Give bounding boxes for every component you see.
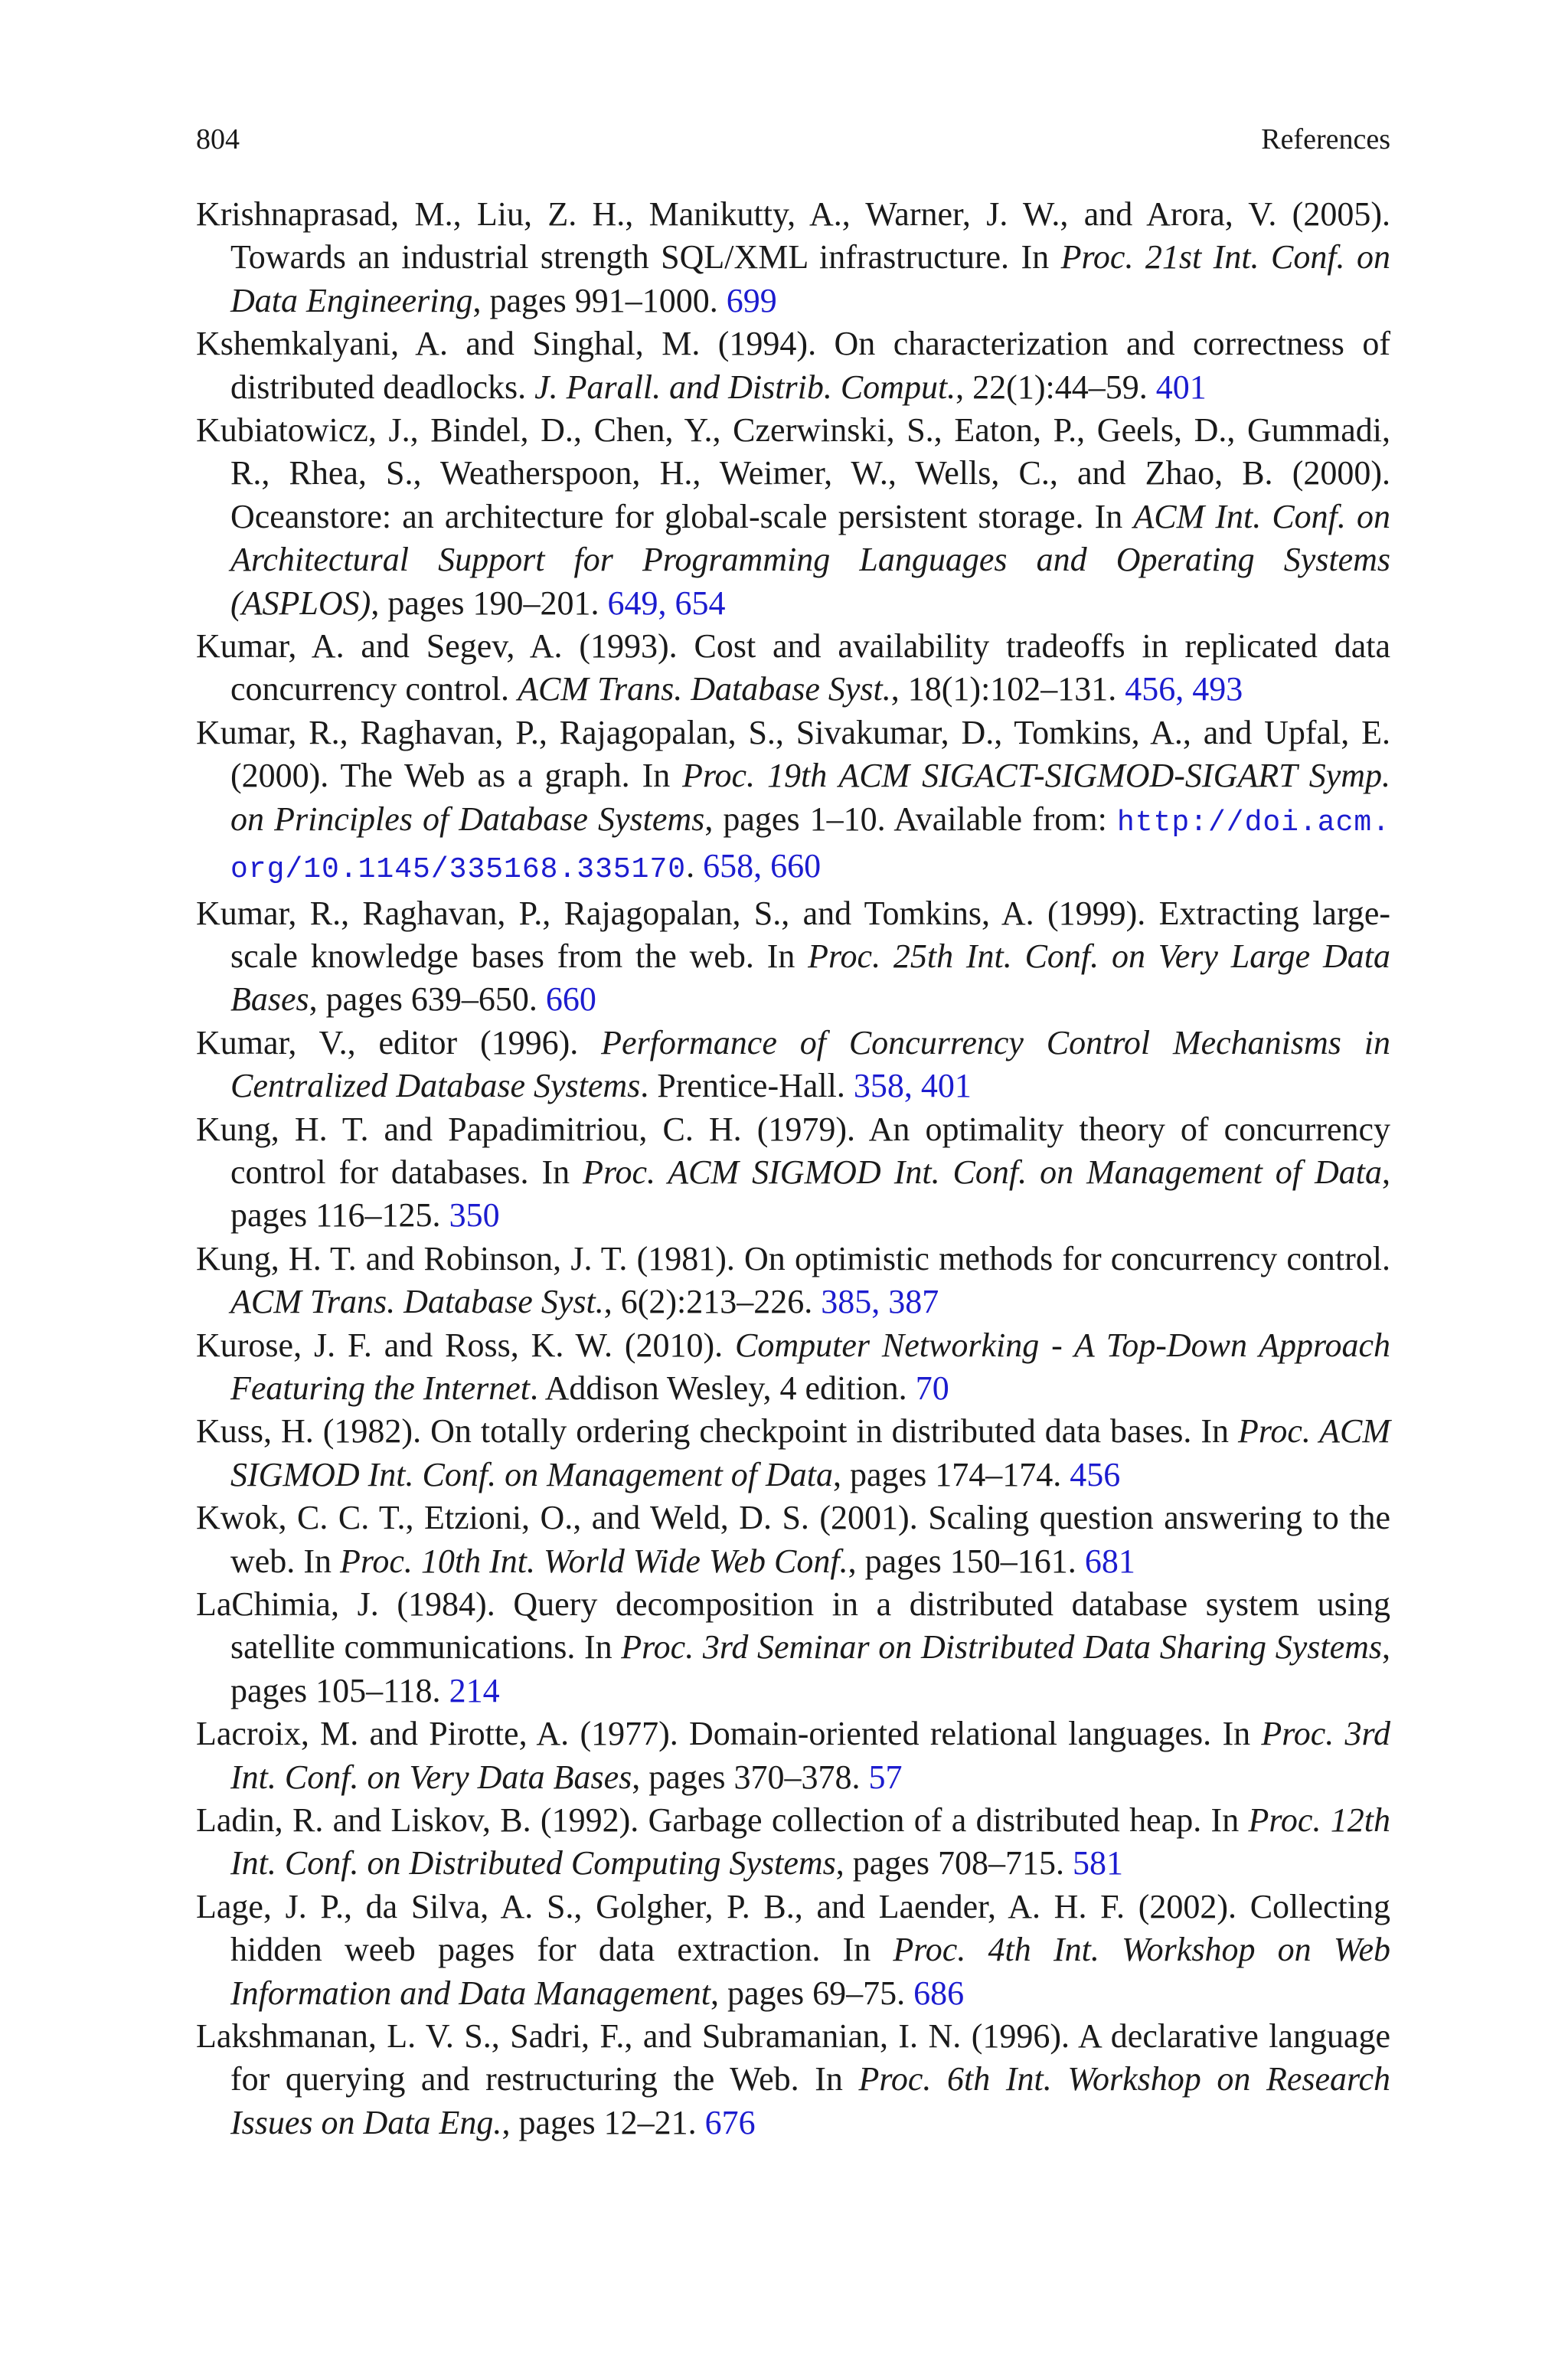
reference-page-link[interactable]: 456, 493 xyxy=(1125,670,1243,708)
reference-details: , pages 370–378. xyxy=(632,1758,861,1796)
reference-details: , pages 1–10. Available from: xyxy=(704,800,1107,838)
reference-entry xyxy=(196,1022,1390,1108)
reference-authors: Ladin, R. and Liskov, B. (1992). xyxy=(196,1801,639,1840)
reference-title: Query decomposition in a distributed database system using satellite communications. xyxy=(230,1585,1391,1667)
reference-page-link[interactable]: 699 xyxy=(726,281,777,319)
reference-title: Cost and availability tradeoffs in replicated data concurrency control. xyxy=(230,627,1391,708)
reference-page-link[interactable]: 358, 401 xyxy=(853,1067,972,1105)
reference-page-link[interactable]: 681 xyxy=(1084,1542,1135,1580)
reference-details: , pages 991–1000. xyxy=(472,281,718,319)
reference-entry xyxy=(196,322,1390,409)
reference-venue-prefix: In xyxy=(1200,1412,1230,1451)
reference-entry xyxy=(196,892,1390,1022)
reference-entry xyxy=(196,2015,1390,2144)
reference-authors: Kubiatowicz, J., Bindel, D., Chen, Y., Czerwinski, S., Eaton, P., Geels, D., Gummadi, R., Rhea, S., Weatherspoon, H., Weimer, W., Wells, C., and Zhao, B. (2000). xyxy=(196,411,1390,492)
reference-venue: Proc. 21st Int. Conf. on Data Engineering xyxy=(230,238,1390,319)
reference-details: , pages 639–650. xyxy=(309,980,537,1019)
reference-authors: Kurose, J. F. and Ross, K. W. (2010). xyxy=(196,1326,724,1364)
reference-entry xyxy=(196,1712,1390,1799)
reference-authors: Kwok, C. C. T., Etzioni, O., and Weld, D. S. (2001). xyxy=(196,1499,918,1537)
reference-entry xyxy=(196,1410,1390,1496)
page-header xyxy=(196,123,1390,168)
reference-title: The Web as a graph. xyxy=(340,757,630,795)
reference-entry xyxy=(196,1324,1390,1411)
reference-venue: Proc. 4th Int. Workshop on Web Information and Data Management xyxy=(230,1931,1391,2012)
reference-title: Performance of Concurrency Control Mechanisms in Centralized Database Systems xyxy=(230,1023,1390,1105)
reference-page-link[interactable]: 658, 660 xyxy=(703,847,822,885)
reference-page-link[interactable]: 676 xyxy=(704,2103,756,2141)
reference-entry xyxy=(196,1886,1390,2015)
reference-authors: Lacroix, M. and Pirotte, A. (1977). xyxy=(196,1715,678,1753)
page-number: 804 xyxy=(196,123,240,155)
reference-title: Oceanstore: an architecture for global-scale persistent storage. xyxy=(230,497,1084,535)
reference-url-link[interactable]: http://doi.acm.org/10.1145/335168.335170 xyxy=(230,806,1391,887)
reference-authors: Krishnaprasad, M., Liu, Z. H., Manikutty, A., Warner, J. W., and Arora, V. (2005). xyxy=(196,195,1390,233)
reference-details: , pages 12–21. xyxy=(501,2103,697,2141)
reference-details: , pages 708–715. xyxy=(835,1844,1064,1882)
reference-entry xyxy=(196,625,1390,711)
reference-details: , pages 69–75. xyxy=(710,1974,906,2012)
reference-venue-prefix: In xyxy=(1094,497,1123,535)
reference-venue: ACM Trans. Database Syst. xyxy=(230,1283,604,1321)
reference-authors: Kuss, H. (1982). xyxy=(196,1412,422,1451)
reference-venue-prefix: In xyxy=(1222,1715,1251,1753)
reference-page-link[interactable]: 385, 387 xyxy=(821,1283,939,1321)
reference-title: A declarative language for querying and restructuring the Web. xyxy=(230,2017,1391,2098)
reference-page-link[interactable]: 581 xyxy=(1072,1844,1123,1882)
reference-authors: Lage, J. P., da Silva, A. S., Golgher, P. B., and Laender, A. H. F. (2002). xyxy=(196,1887,1237,1925)
reference-venue: J. Parall. and Distrib. Comput. xyxy=(534,368,956,406)
reference-title: Computer Networking - A Top-Down Approach Featuring the Internet xyxy=(230,1326,1390,1407)
reference-details: , pages 150–161. xyxy=(848,1542,1076,1580)
reference-page-link[interactable]: 660 xyxy=(545,980,596,1019)
reference-title: On characterization and correctness of distributed deadlocks. xyxy=(230,325,1390,406)
reference-authors: Kumar, A. and Segev, A. (1993). xyxy=(196,627,678,666)
reference-venue-prefix: In xyxy=(583,1628,612,1667)
reference-entry xyxy=(196,1496,1390,1583)
reference-page-link[interactable]: 649, 654 xyxy=(607,584,726,622)
reference-details: , pages 116–125. xyxy=(230,1153,1390,1235)
reference-details: , 22(1):44–59. xyxy=(956,368,1148,406)
reference-title: Extracting large-scale knowledge bases from the web. xyxy=(230,894,1390,975)
reference-entry xyxy=(196,1799,1390,1886)
reference-venue-prefix: In xyxy=(303,1542,332,1580)
reference-details: . Addison Wesley, 4 edition. xyxy=(530,1369,907,1407)
reference-authors: Kshemkalyani, A. and Singhal, M. (1994). xyxy=(196,325,817,363)
reference-venue-prefix: In xyxy=(1210,1801,1240,1840)
reference-title: An optimality theory of concurrency control for databases. xyxy=(230,1110,1391,1191)
reference-title: Domain-oriented relational languages. xyxy=(689,1715,1212,1753)
reference-venue: Proc. ACM SIGMOD Int. Conf. on Management of Data xyxy=(583,1153,1382,1191)
reference-entry: Kumar, R., Raghavan, P., Rajagopalan, S., Sivakumar, D., Tomkins, A., and Upfal, E. (2000). The Web as a graph. In Proc. 19th ACM SIGACT-SIGMOD-SIGART Symp. on Principles of Database Systems, pages 1–10. Available from: http://doi.acm.org/10.1145/335168.335170. 658, 660 xyxy=(196,713,1391,887)
reference-details: . Prentice-Hall. xyxy=(640,1067,845,1105)
reference-venue-prefix: In xyxy=(766,937,795,975)
reference-details: , 18(1):102–131. xyxy=(890,670,1117,708)
reference-venue: Proc. 10th Int. World Wide Web Conf. xyxy=(339,1542,848,1580)
reference-entry xyxy=(196,1108,1390,1238)
reference-authors: Kung, H. T. and Robinson, J. T. (1981). xyxy=(196,1239,735,1277)
reference-page-link[interactable]: 70 xyxy=(915,1369,949,1407)
running-title: References xyxy=(1261,123,1390,155)
reference-authors: Kumar, R., Raghavan, P., Rajagopalan, S., Sivakumar, D., Tomkins, A., and Upfal, E. (2000). xyxy=(196,713,1390,795)
reference-page-link[interactable]: 57 xyxy=(868,1758,903,1796)
reference-title: Collecting hidden weeb pages for data extraction. xyxy=(230,1887,1391,1969)
reference-authors: Kung, H. T. and Papadimitriou, C. H. (1979). xyxy=(196,1110,856,1148)
reference-venue: Proc. 19th ACM SIGACT-SIGMOD-SIGART Symp. on Principles of Database Systems xyxy=(230,757,1390,838)
reference-venue-prefix: In xyxy=(541,1153,570,1191)
reference-details: , pages 105–118. xyxy=(230,1628,1391,1709)
reference-title: Towards an industrial strength SQL/XML infrastructure. xyxy=(230,238,1010,276)
reference-page-link[interactable]: 401 xyxy=(1155,368,1207,406)
reference-entry xyxy=(196,1583,1390,1712)
reference-page-link[interactable]: 686 xyxy=(913,1974,965,2012)
reference-venue: Proc. 12th Int. Conf. on Distributed Computing Systems xyxy=(230,1801,1391,1882)
reference-details: , 6(2):213–226. xyxy=(603,1283,813,1321)
reference-details: , pages 174–174. xyxy=(833,1455,1062,1493)
reference-title: On totally ordering checkpoint in distributed data bases. xyxy=(430,1412,1192,1451)
reference-title: Scaling question answering to the web. xyxy=(230,1499,1390,1580)
reference-list xyxy=(196,193,1390,2144)
reference-entry xyxy=(196,409,1390,625)
reference-venue-prefix: In xyxy=(842,1931,871,1969)
reference-venue: Proc. 3rd Seminar on Distributed Data Sharing Systems xyxy=(621,1628,1383,1667)
reference-details: , pages 190–201. xyxy=(371,584,599,622)
reference-venue: ACM Trans. Database Syst. xyxy=(518,670,891,708)
reference-venue-prefix: In xyxy=(815,2060,843,2098)
reference-authors: Kumar, V., editor (1996). xyxy=(196,1023,579,1061)
reference-entry xyxy=(196,193,1390,322)
reference-venue: Proc. 25th Int. Conf. on Very Large Data Bases xyxy=(230,937,1391,1019)
reference-authors: Kumar, R., Raghavan, P., Rajagopalan, S., and Tomkins, A. (1999). xyxy=(196,894,1146,932)
reference-venue: Proc. 3rd Int. Conf. on Very Data Bases xyxy=(230,1715,1391,1796)
reference-venue-prefix: In xyxy=(642,757,671,795)
reference-venue: ACM Int. Conf. on Architectural Support for Programming Languages and Operating Systems (ASPLOS) xyxy=(230,497,1391,622)
reference-title: On optimistic methods for concurrency control. xyxy=(744,1239,1391,1277)
reference-page-link[interactable]: 456 xyxy=(1070,1455,1121,1493)
reference-authors: Lakshmanan, L. V. S., Sadri, F., and Subramanian, I. N. (1996). xyxy=(196,2017,1070,2056)
reference-venue: Proc. 6th Int. Workshop on Research Issues on Data Eng. xyxy=(230,2060,1391,2141)
reference-venue: Proc. ACM SIGMOD Int. Conf. on Management of Data xyxy=(230,1412,1391,1493)
reference-page-link[interactable]: 214 xyxy=(449,1671,500,1709)
reference-entry xyxy=(196,1238,1390,1324)
reference-authors: LaChimia, J. (1984). xyxy=(196,1585,495,1623)
reference-venue-prefix: In xyxy=(1021,238,1050,276)
reference-page-link[interactable]: 350 xyxy=(449,1196,500,1235)
reference-title: Garbage collection of a distributed heap. xyxy=(648,1801,1202,1840)
